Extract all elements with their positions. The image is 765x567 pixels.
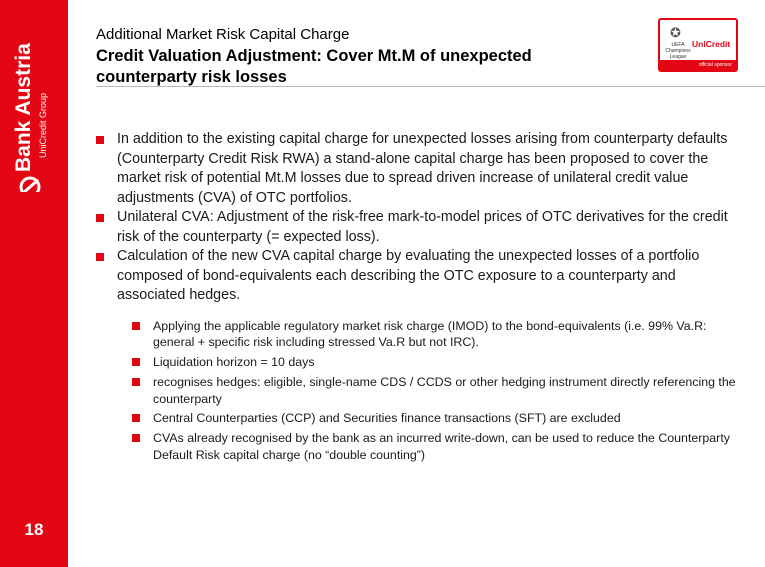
- list-item: [96, 208, 746, 247]
- brand-subtext: UniCredit Group: [38, 92, 48, 158]
- list-item: [132, 430, 746, 464]
- logo-sponsor-text: official sponsor: [660, 60, 736, 70]
- bullet-text: Unilateral CVA: Adjustment of the risk-free mark-to-model prices of OTC derivatives for the credit risk of the counterparty (= expected loss).: [117, 209, 728, 245]
- list-item: [132, 374, 746, 408]
- list-item: [132, 318, 746, 352]
- main-bullet-list: [96, 130, 746, 306]
- page-number: 18: [24, 520, 44, 539]
- bullet-text: Calculation of the new CVA capital charge by evaluating the unexpected losses of a portfolio composed of bond-equivalents each describing the OTC exposure to a counterparty and associated hedges.: [117, 248, 700, 303]
- title-divider: [96, 86, 765, 87]
- bullet-text: In addition to the existing capital charge for unexpected losses arising from counterparty defaults (Counterparty Credit Risk RWA) a stand-alone capital charge has been proposed to cover the market risk of potential Mt.M losses due to spread driven increase of unilateral credit value adjustments (CVA) of OTC portfolios.: [117, 131, 728, 206]
- square-bullet-icon: [96, 214, 104, 222]
- list-item: [96, 130, 746, 208]
- bank-austria-emblem-icon: [21, 178, 39, 192]
- sub-bullet-text: recognises hedges: eligible, single-name CDS / CCDS or other hedging instrument directly referencing the counterparty: [153, 374, 736, 406]
- square-bullet-icon: [132, 434, 140, 442]
- square-bullet-icon: [132, 322, 140, 330]
- list-item: [132, 354, 746, 371]
- sub-bullet-text: Central Counterparties (CCP) and Securities finance transactions (SFT) are excluded: [153, 411, 621, 426]
- unicredit-champions-league-logo: [658, 18, 738, 72]
- square-bullet-icon: [132, 414, 140, 422]
- slide-content: [96, 130, 746, 467]
- bank-austria-logo: [2, 22, 62, 192]
- sub-bullet-list: [96, 318, 746, 464]
- sub-bullet-text: Liquidation horizon = 10 days: [153, 355, 315, 370]
- square-bullet-icon: [132, 378, 140, 386]
- starball-icon: ✪: [670, 25, 681, 40]
- list-item: [96, 247, 746, 306]
- sub-bullet-text: Applying the applicable regulatory market risk charge (IMOD) to the bond-equivalents (i.e. 99% Va.R: general + specific risk including stressed Va.R but not IRC).: [153, 318, 707, 350]
- sub-bullet-text: CVAs already recognised by the bank as an incurred write-down, can be used to reduce the Counterparty Default Risk capital charge (no “double counting”): [153, 431, 730, 463]
- brand-text: Bank Austria: [12, 43, 35, 172]
- brand-sidebar: [0, 0, 68, 567]
- square-bullet-icon: [132, 358, 140, 366]
- logo-brand: UniCredit: [692, 39, 731, 49]
- square-bullet-icon: [96, 253, 104, 261]
- slide-supertitle: Additional Market Risk Capital Charge: [96, 26, 350, 43]
- list-item: [132, 410, 746, 427]
- square-bullet-icon: [96, 136, 104, 144]
- slide-title: Credit Valuation Adjustment: Cover Mt.M of unexpected counterparty risk losses: [96, 47, 532, 86]
- league-text: UEFA Champions League: [665, 42, 691, 60]
